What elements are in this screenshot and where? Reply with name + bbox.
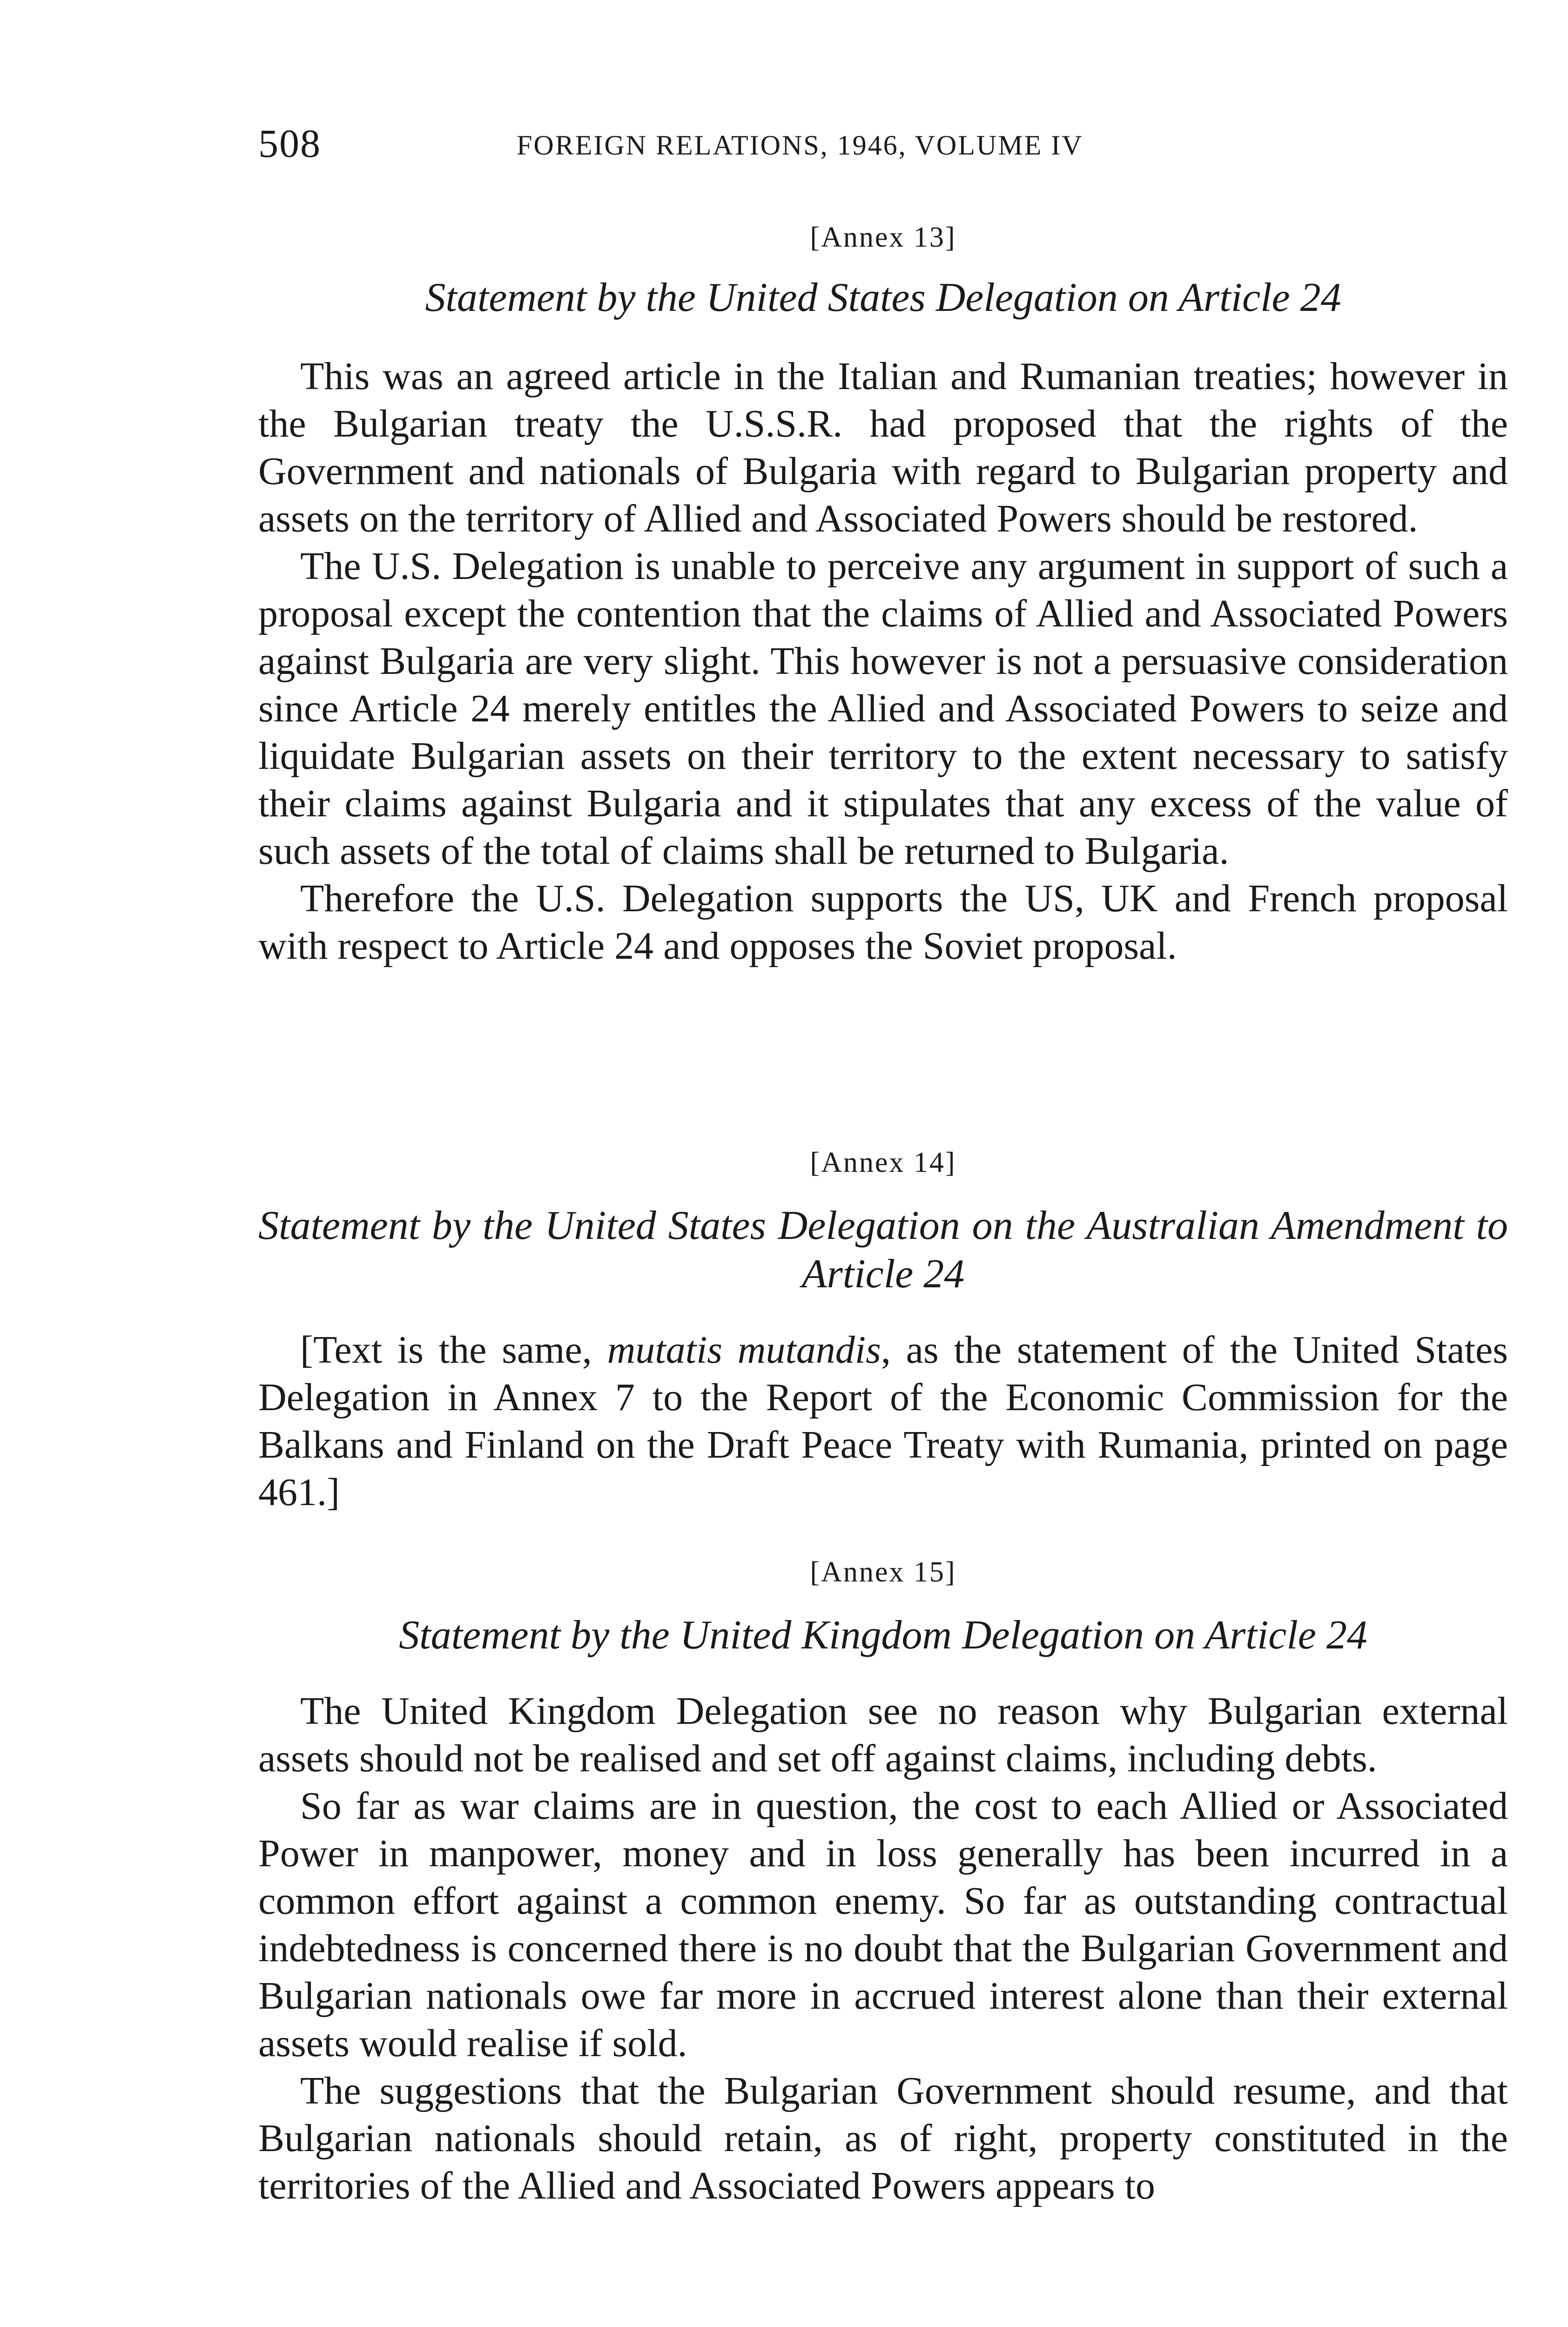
paragraph: The suggestions that the Bulgarian Government should resume, and that Bulgarian nationals should retain, as of right, property constituted in the territories of the Allied and Associated Powers appears to	[258, 2069, 1508, 2207]
annex-14	[258, 1144, 1508, 1516]
page-number: 508	[258, 121, 321, 166]
annex-title: Statement by the United States Delegation on Article 24	[425, 275, 1341, 320]
paragraph: This was an agreed article in the Italian and Rumanian treaties; however in the Bulgarian treaty the U.S.S.R. had proposed that the rights of the Government and nationals of Bulgaria with regard to Bulgarian property and assets on the territory of Allied and Associated Powers should be restored.	[258, 355, 1508, 540]
running-head	[258, 120, 1508, 167]
annex-label: [Annex 15]	[810, 1556, 956, 1588]
annex-15	[258, 1554, 1508, 2210]
annex-body	[258, 353, 1508, 970]
paragraph	[258, 1326, 1508, 1516]
paragraph: The United Kingdom Delegation see no reason why Bulgarian external assets should not be realised and set off against claims, including debts.	[258, 1689, 1508, 1780]
annex-body	[258, 1326, 1508, 1516]
italic-phrase: mutatis mutandis	[607, 1328, 881, 1372]
text-segment: [Text is the same,	[300, 1328, 607, 1372]
running-title: FOREIGN RELATIONS, 1946, VOLUME IV	[517, 130, 1083, 161]
paragraph: So far as war claims are in question, the cost to each Allied or Associated Power in manpower, money and in loss generally has been incurred in a common effort against a common enemy. So far as outstanding contractual indebtedness is concerned there is no doubt that the Bulgarian Government and Bulgarian nationals owe far more in accrued interest alone than their external assets would realise if sold.	[258, 1784, 1508, 2065]
annex-body	[258, 1688, 1508, 2210]
text-segment: , as the statement of the United States Delegation in Annex 7 to the Report of the Economic Commission for the Balkans and Finland on the Draft Peace Treaty with Rumania, printed on page 461.]	[258, 1328, 1508, 1514]
paragraph: The U.S. Delegation is unable to perceive any argument in support of such a proposal except the contention that the claims of Allied and Associated Powers against Bulgaria are very slight. This however is not a persuasive consideration since Article 24 merely entitles the Allied and Associated Powers to seize and liquidate Bulgarian assets on their territory to the extent necessary to satisfy their claims against Bulgaria and it stipulates that any excess of the value of such assets of the total of claims shall be returned to Bulgaria.	[258, 545, 1508, 873]
paragraph: Therefore the U.S. Delegation supports the US, UK and French proposal with respect to Article 24 and opposes the Soviet proposal.	[258, 877, 1508, 968]
annex-label: [Annex 14]	[810, 1147, 956, 1178]
annex-title: Statement by the United Kingdom Delegation on Article 24	[399, 1613, 1367, 1658]
annex-13	[258, 219, 1508, 970]
annex-label: [Annex 13]	[810, 222, 956, 253]
annex-title: Statement by the United States Delegation on the Australian Amendment to Article 24	[258, 1203, 1508, 1297]
